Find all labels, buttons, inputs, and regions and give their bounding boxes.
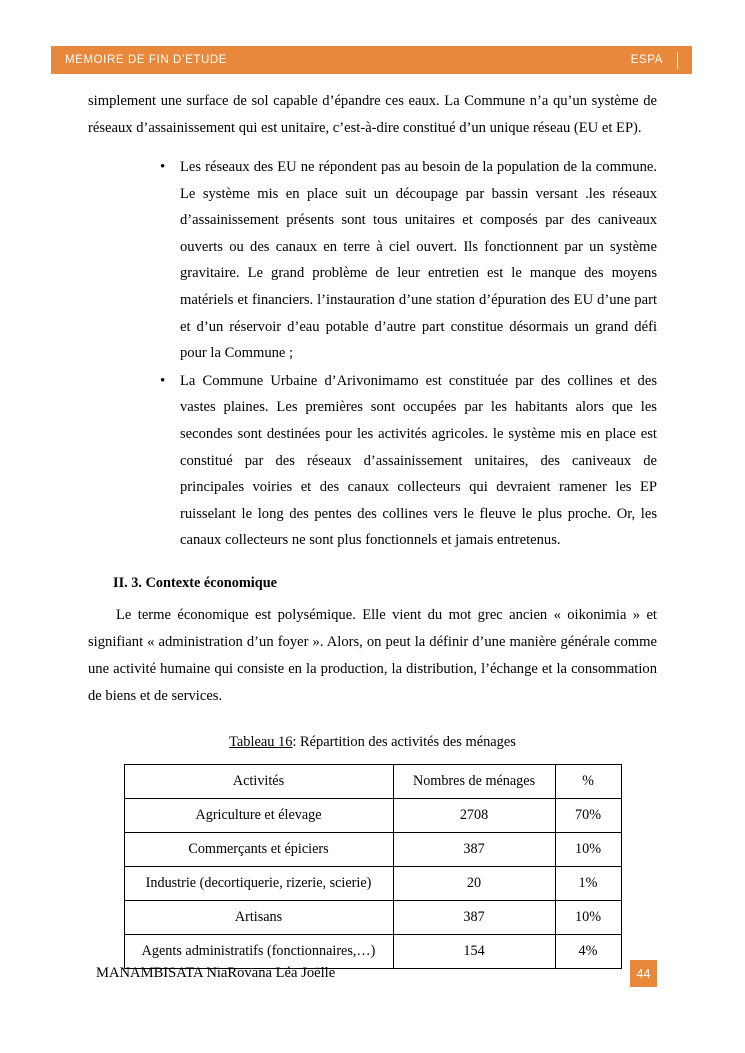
column-header-nombres: Nombres de ménages bbox=[393, 764, 555, 798]
table-caption-rest: : Répartition des activités des ménages bbox=[292, 733, 516, 750]
section-paragraph: Le terme économique est polysémique. Elle vient du mot grec ancien « oikonimia » et signifiant « administration d’un foyer ». Alors, on peut la définir d’une manière générale comme une activité humaine qui consiste en la production, la distribution, l’échange et la consommation de biens et de services. bbox=[88, 606, 657, 704]
cell-nombre: 154 bbox=[393, 934, 555, 968]
header-title: MEMOIRE DE FIN D’ETUDE bbox=[65, 54, 228, 66]
cell-activite: Artisans bbox=[124, 900, 393, 934]
column-header-pourcentage: % bbox=[555, 764, 621, 798]
page-number-badge: 44 bbox=[630, 960, 657, 987]
column-header-activites: Activités bbox=[124, 764, 393, 798]
cell-activite: Agriculture et élevage bbox=[124, 798, 393, 832]
cell-activite: Commerçants et épiciers bbox=[124, 832, 393, 866]
table-header-row bbox=[124, 764, 621, 798]
table-caption bbox=[88, 734, 657, 751]
cell-activite: Industrie (decortiquerie, rizerie, scierie) bbox=[124, 866, 393, 900]
table-row bbox=[124, 832, 621, 866]
list-item: • Les réseaux des EU ne répondent pas au besoin de la population de la commune. Le système mis en place suit un découpage par bassin versant .les réseaux d’assainissement présents sont tous unitaires et composés par des caniveaux ouverts ou des canaux en terre à ciel ouvert. Ils fonctionnent par un système gravitaire. Le grand problème de leur entretien est le manque des moyens matériels et financiers. l’instauration d’une station d’épuration des EU d’une part et d’un réservoir d’eau potable d’autre part constitue désormais un grand défi pour la Commune ; bbox=[88, 154, 657, 367]
cell-pourcentage: 1% bbox=[555, 866, 621, 900]
cell-pourcentage: 10% bbox=[555, 900, 621, 934]
cell-pourcentage: 10% bbox=[555, 832, 621, 866]
header-divider-icon bbox=[677, 52, 678, 69]
header-right-group bbox=[631, 52, 678, 69]
cell-nombre: 387 bbox=[393, 900, 555, 934]
cell-pourcentage: 70% bbox=[555, 798, 621, 832]
list-item: • La Commune Urbaine d’Arivonimamo est constituée par des collines et des vastes plaines. Les premières sont occupées par les habitants alors que les secondes sont destinées pour les activités agricoles. le système mis en place est constitué par des réseaux d’assainissement unitaires, des caniveaux de principales voiries et des canaux collecteurs qui devraient ramener les EP ruisselant le long des pentes des collines vers le fleuve le plus proche. Or, les canaux collecteurs ne sont plus fonctionnels et jamais entretenus. bbox=[88, 368, 657, 554]
intro-paragraph: simplement une surface de sol capable d’épandre ces eaux. La Commune n’a qu’un système de réseaux d’assainissement qui est unitaire, c’est-à-dire constitué d’un unique réseau (EU et EP). bbox=[88, 93, 657, 136]
table-row bbox=[124, 798, 621, 832]
cell-nombre: 2708 bbox=[393, 798, 555, 832]
table-row bbox=[124, 900, 621, 934]
document-content bbox=[88, 88, 657, 969]
page-header-band bbox=[51, 46, 692, 74]
bullet-list bbox=[88, 154, 657, 554]
section-heading: II. 3. Contexte économique bbox=[113, 574, 278, 591]
footer-author: MANAMBISATA NiaRovana Léa Joëlle bbox=[96, 965, 336, 981]
cell-activite: Agents administratifs (fonctionnaires,…) bbox=[124, 934, 393, 968]
header-espa-label: ESPA bbox=[630, 54, 663, 66]
activities-table bbox=[124, 764, 622, 969]
cell-pourcentage: 4% bbox=[555, 934, 621, 968]
cell-nombre: 20 bbox=[393, 866, 555, 900]
cell-nombre: 387 bbox=[393, 832, 555, 866]
section-paragraph-block bbox=[88, 602, 657, 710]
table-row bbox=[124, 866, 621, 900]
table-caption-label: Tableau 16 bbox=[229, 733, 293, 750]
page-footer bbox=[96, 960, 657, 987]
